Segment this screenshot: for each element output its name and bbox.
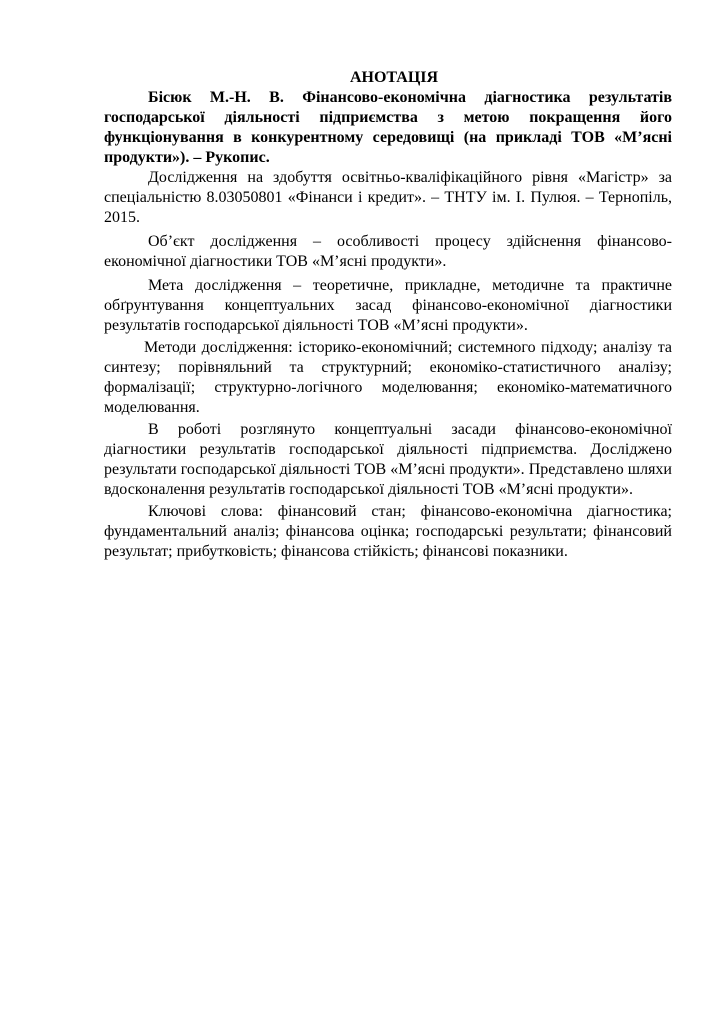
document-page [104,68,672,562]
research-goal-paragraph: Мета дослідження – теоретичне, прикладне, методичне та практичне обґрунтування концептуальних засад фінансово-економічної діагностики результатів господарської діяльності ТОВ «М’ясні продукти». [104,277,672,334]
bibliographic-reference: Бісюк М.-Н. В. Фінансово-економічна діагностика результатів господарської діяльності підприємства з метою покращення його функціонування в конкурентному середовищі (на прикладі ТОВ «М’ясні продукти»). – Рукопис. [104,89,672,166]
degree-info-paragraph: Дослідження на здобуття освітньо-кваліфікаційного рівня «Магістр» за спеціальністю 8.03050801 «Фінанси і кредит». – ТНТУ ім. І. Пулюя. – Тернопіль, 2015. [104,169,672,226]
keywords-paragraph: Ключові слова: фінансовий стан; фінансово-економічна діагностика; фундаментальний аналіз; фінансова оцінка; господарські результати; фінансовий результат; прибутковість; фінансова стійкість; фінансові показники. [104,503,672,560]
research-object-paragraph: Об’єкт дослідження – особливості процесу здійснення фінансово-економічної діагностики ТОВ «М’ясні продукти». [104,233,672,270]
work-summary-paragraph: В роботі розглянуто концептуальні засади фінансово-економічної діагностики результатів господарської діяльності підприємства. Досліджено результати господарської діяльності ТОВ «М’ясні продукти». Представлено шляхи вдосконалення результатів господарської діяльності ТОВ «М’ясні продукти». [104,421,672,498]
research-methods-paragraph: Методи дослідження: історико-економічний; системного підходу; аналізу та синтезу; порівняльний та структурний; економіко-статистичного аналізу; формалізації; структурно-логічного моделювання; економіко-математичного моделювання. [104,339,672,416]
document-title: АНОТАЦІЯ [349,69,439,86]
